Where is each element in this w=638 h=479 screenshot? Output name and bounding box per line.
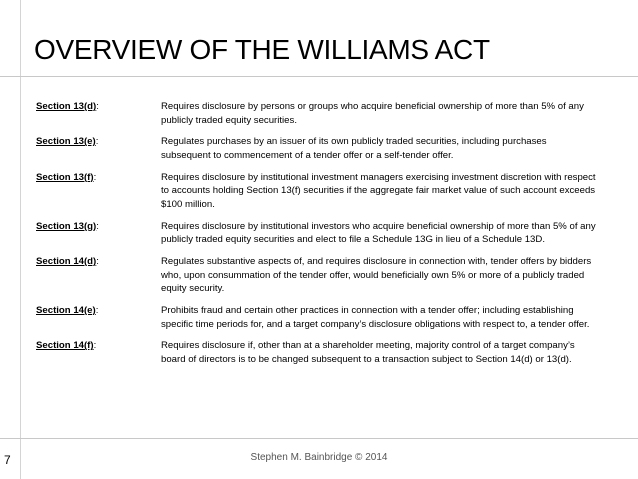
page-number: 7 bbox=[4, 453, 11, 467]
section-description: Requires disclosure by institutional investment managers exercising investment discretion with respect to accounts holding Section 13(f) securities if the aggregate fair market value of such account exceeds $100 million. bbox=[161, 171, 596, 210]
footer-divider bbox=[0, 438, 638, 439]
section-label: Section 13(e): bbox=[36, 136, 99, 148]
section-description: Requires disclosure if, other than at a shareholder meeting, majority control of a target company’s board of directors is to be changed subsequent to a transaction subject to Section 14(d) or 13(d). bbox=[161, 340, 575, 366]
section-description: Requires disclosure by institutional investors who acquire beneficial ownership of more than 5% of any publicly traded equity securities and elect to file a Schedule 13G in lieu of a Schedule 13D. bbox=[161, 220, 596, 246]
slide-title: OVERVIEW OF THE WILLIAMS ACT bbox=[34, 34, 490, 65]
section-label: Section 14(d): bbox=[36, 256, 99, 268]
section-description: Prohibits fraud and certain other practices in connection with a tender offer; including establishing specific time periods for, and a target company’s disclosure obligations with respect to, a tender offer. bbox=[161, 305, 590, 330]
section-row-13d bbox=[36, 100, 596, 127]
section-label: Section 13(f): bbox=[36, 171, 97, 183]
section-description: Requires disclosure by persons or groups who acquire beneficial ownership of more than 5% of any publicly traded equity securities. bbox=[161, 101, 584, 126]
section-description: Regulates purchases by an issuer of its own publicly traded securities, including purchases subsequent to commencement of a tender offer or a self-tender offer. bbox=[161, 136, 547, 161]
section-name: Section 13(g) bbox=[36, 220, 97, 232]
section-name: Section 14(f) bbox=[36, 340, 94, 352]
section-row-14d bbox=[36, 255, 596, 296]
section-row-13f bbox=[36, 171, 596, 212]
section-label: Section 14(e): bbox=[36, 305, 99, 317]
section-row-14e bbox=[36, 304, 596, 331]
section-row-14f bbox=[36, 339, 596, 366]
section-name: Section 14(d) bbox=[36, 256, 97, 268]
section-name: Section 14(e) bbox=[36, 305, 96, 317]
left-margin-rule bbox=[20, 0, 21, 479]
section-row-13g bbox=[36, 220, 596, 247]
section-label: Section 13(d): bbox=[36, 101, 99, 112]
section-name: Section 13(e) bbox=[36, 136, 96, 148]
section-name: Section 13(d) bbox=[36, 101, 97, 112]
section-description: Regulates substantive aspects of, and requires disclosure in connection with, tender offers by bidders who, upon consummation of the tender offer, would beneficially own 5% or more of a publicly traded equity security. bbox=[161, 256, 592, 295]
section-row-13e bbox=[36, 135, 596, 162]
title-divider bbox=[0, 76, 638, 77]
section-label: Section 14(f): bbox=[36, 340, 97, 352]
section-name: Section 13(f) bbox=[36, 171, 94, 183]
section-label: Section 13(g): bbox=[36, 220, 99, 232]
footer-credit: Stephen M. Bainbridge © 2014 bbox=[250, 452, 388, 463]
sections-list bbox=[36, 100, 596, 375]
